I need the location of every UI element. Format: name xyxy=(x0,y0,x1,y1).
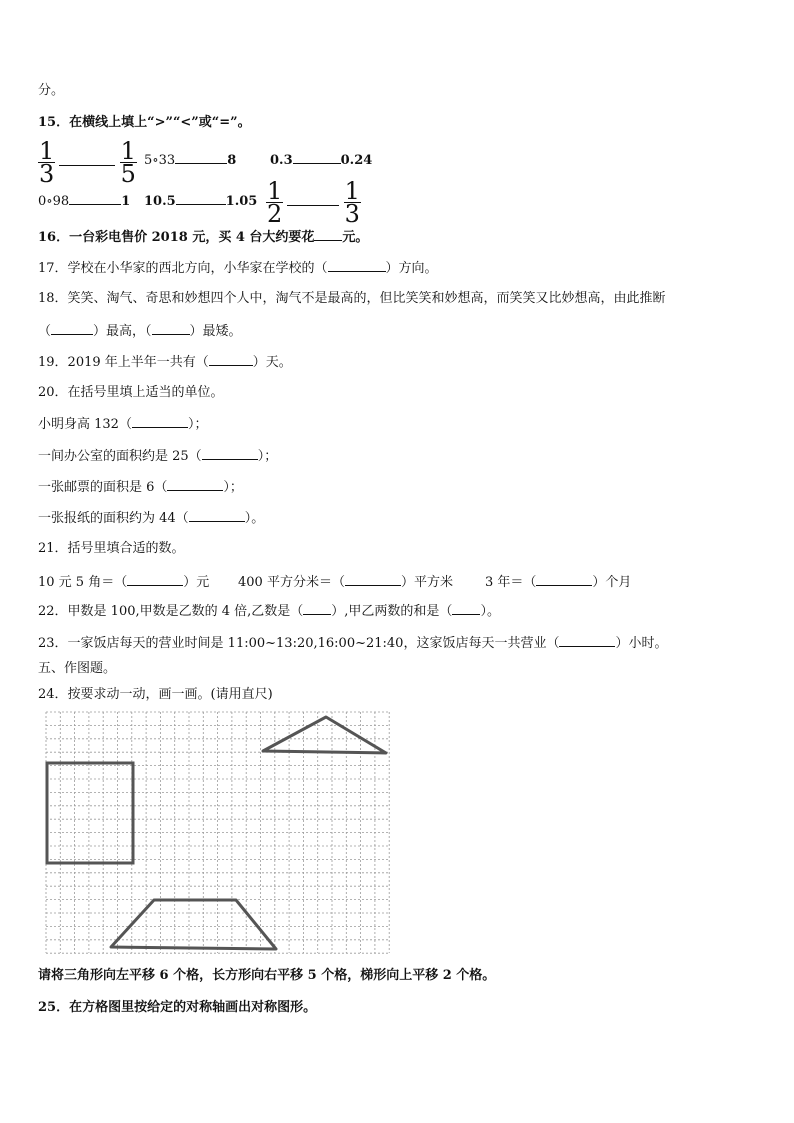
compare-right: 1.05 xyxy=(225,194,258,209)
q19: 19．2019 年上半年一共有（ ）天。 xyxy=(38,355,292,370)
q21-prompt: 21．括号里填合适的数。 xyxy=(38,541,185,556)
q17: 17．学校在小华家的西北方向，小华家在学校的（ ）方向。 xyxy=(38,261,438,276)
compare-right: 8 xyxy=(227,153,237,168)
q20-item: 一张邮票的面积是 6（ ）； xyxy=(38,480,243,495)
compare-right: 0.24 xyxy=(340,153,373,168)
compare-left: 10.5 xyxy=(144,194,176,209)
fraction: $\frac{1}{5}$ xyxy=(120,137,136,188)
compare-left: 0.3 xyxy=(270,153,293,168)
q18-line2: （ ）最高，（ ）最矮。 xyxy=(38,324,242,339)
compare-left: 5∘33 xyxy=(144,153,176,168)
fraction: $\frac{1}{2}$ xyxy=(267,177,283,228)
compare-left: 0∘98 xyxy=(38,194,70,209)
q20-item: 小明身高 132（ ）； xyxy=(38,417,208,432)
q21-item: 400 平方分米＝（ ）平方米 xyxy=(238,575,453,590)
fraction: $\frac{1}{3}$ xyxy=(344,177,360,228)
q23: 23．一家饭店每天的营业时间是 11:00~13:20,16:00~21:40，这家饭店每天一共营业（ ）小时。 xyxy=(38,636,668,651)
q21-item: 3 年＝（ ）个月 xyxy=(485,575,632,590)
q25-prompt: 25．在方格图里按给定的对称轴画出对称图形。 xyxy=(38,1000,317,1015)
trapezoid-shape xyxy=(111,900,276,949)
q14-tail: 分。 xyxy=(38,83,65,98)
grid-lines xyxy=(46,712,389,953)
q22: 22．甲数是 100,甲数是乙数的 4 倍,乙数是（ ）,甲乙两数的和是（ ）。 xyxy=(38,604,500,619)
compare-right: 1 xyxy=(121,194,131,209)
q24-instruction: 请将三角形向左平移 6 个格，长方形向右平移 5 个格，梯形向上平移 2 个格。 xyxy=(38,968,496,983)
q20-item: 一张报纸的面积约为 44（ ）。 xyxy=(38,511,265,526)
q20-item: 一间办公室的面积约是 25（ ）； xyxy=(38,449,278,464)
fraction: $\frac{1}{3}$ xyxy=(39,137,55,188)
triangle-shape xyxy=(263,717,386,753)
q20-prompt: 20．在括号里填上适当的单位。 xyxy=(38,385,224,400)
section-title: 五、作图题。 xyxy=(38,661,117,676)
q16: 16．一台彩电售价 2018 元，买 4 台大约要花 元。 xyxy=(38,230,369,245)
q21-item: 10 元 5 角＝（ ）元 xyxy=(38,575,210,590)
q18-line1: 18．笑笑、淘气、奇思和妙想四个人中，淘气不是最高的，但比笑笑和妙想高，而笑笑又比妙想高，由此推断 xyxy=(38,291,666,306)
q15-prompt: 15．在横线上填上“>”“<”或“=”。 xyxy=(38,115,251,130)
q24-prompt: 24．按要求动一动，画一画。(请用直尺) xyxy=(38,687,273,702)
